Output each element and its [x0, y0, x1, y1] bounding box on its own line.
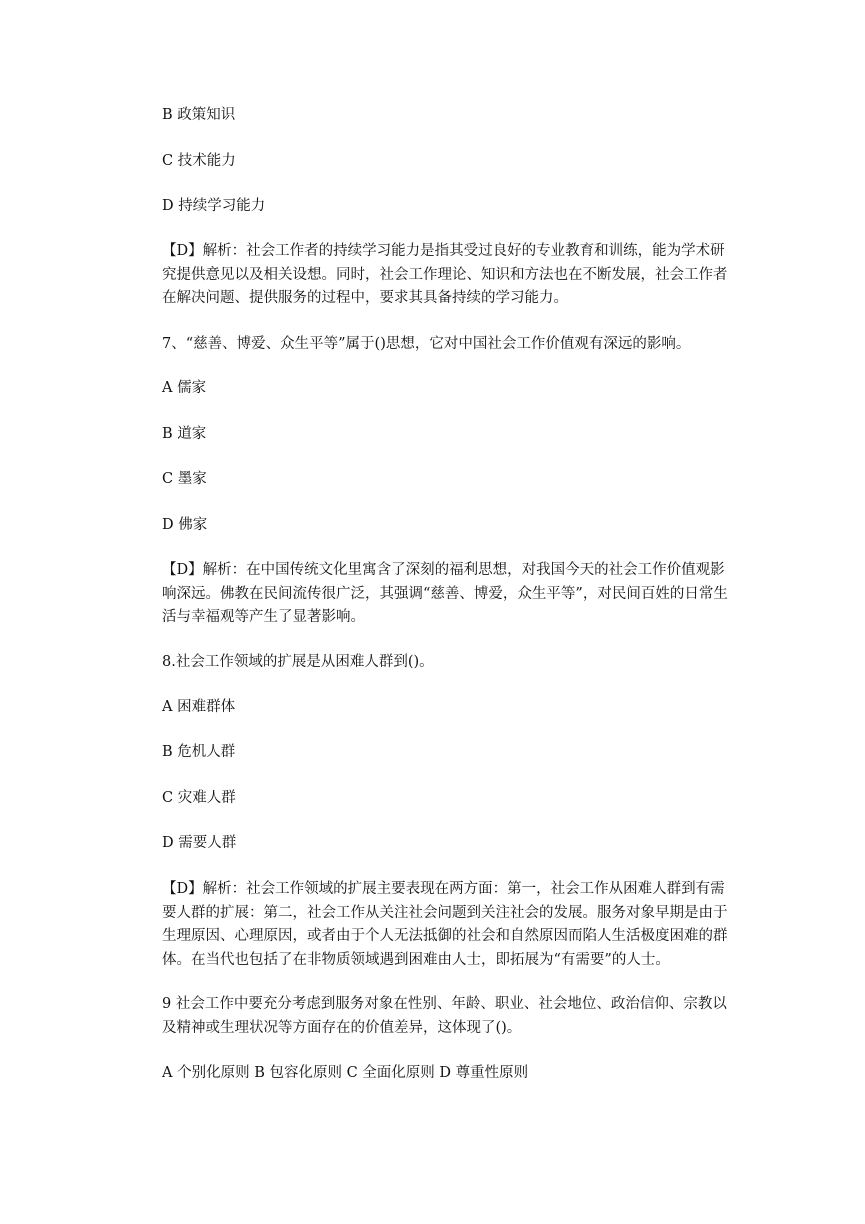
q7-question: 7、“慈善、博爱、众生平等”属于()思想，它对中国社会工作价值观有深远的影响。	[162, 336, 691, 352]
q7-option-b: B 道家	[162, 426, 207, 442]
q6-option-d: D 持续学习能力	[162, 198, 266, 214]
q6-analysis-text: 【D】解析：社会工作者的持续学习能力是指其受过良好的专业教育和训练，能为学术研究提供意见以及相关设想。同时，社会工作理论、知识和方法也在不断发展，社会工作者在解决问题、提供服务的过程中，要求其具备持续的学习能力。	[162, 243, 728, 306]
q7-option-a: A 儒家	[162, 380, 207, 396]
q8-option-b: B 危机人群	[162, 744, 236, 760]
q9-question	[118, 993, 730, 1040]
q8-option-a: A 困难群体	[162, 699, 236, 715]
q6-option-b: B 政策知识	[162, 107, 236, 123]
q8-option-d: D 需要人群	[162, 835, 237, 851]
q7-option-d: D 佛家	[162, 517, 208, 533]
q9-options: A 个别化原则 B 包容化原则 C 全面化原则 D 尊重性原则	[162, 1065, 529, 1081]
q8-analysis-text: 【D】解析：社会工作领域的扩展主要表现在两方面：第一，社会工作从困难人群到有需要人群的扩展：第二，社会工作从关注社会问题到关注社会的发展。服务对象早期是由于生理原因、心理原因，或者由于个人无法抵御的社会和自然原因而陷人生活极度困难的群体。在当代也包括了在非物质领域遇到困难由人士，即拓展为“有需要”的人士。	[162, 881, 728, 968]
q6-analysis	[118, 240, 730, 311]
q8-analysis	[118, 878, 730, 972]
q8-option-c: C 灾难人群	[162, 790, 236, 806]
q7-option-c: C 墨家	[162, 471, 207, 487]
q8-question: 8.社会工作领域的扩展是从困难人群到()。	[162, 654, 434, 670]
q6-option-c: C 技术能力	[162, 153, 236, 169]
q7-analysis-text: 【D】解析：在中国传统文化里寓含了深刻的福利思想，对我国今天的社会工作价值观影响深远。佛教在民间流传很广泛，其强调“慈善、博爱，众生平等”，对民间百姓的日常生活与幸福观等产生了显著影响。	[162, 562, 728, 625]
q7-analysis	[118, 559, 730, 630]
q9-question-text: 9 社会工作中要充分考虑到服务对象在性别、年龄、职业、社会地位、政治信仰、宗教以及精神或生理状况等方面存在的价值差异，这体现了()。	[162, 996, 727, 1036]
